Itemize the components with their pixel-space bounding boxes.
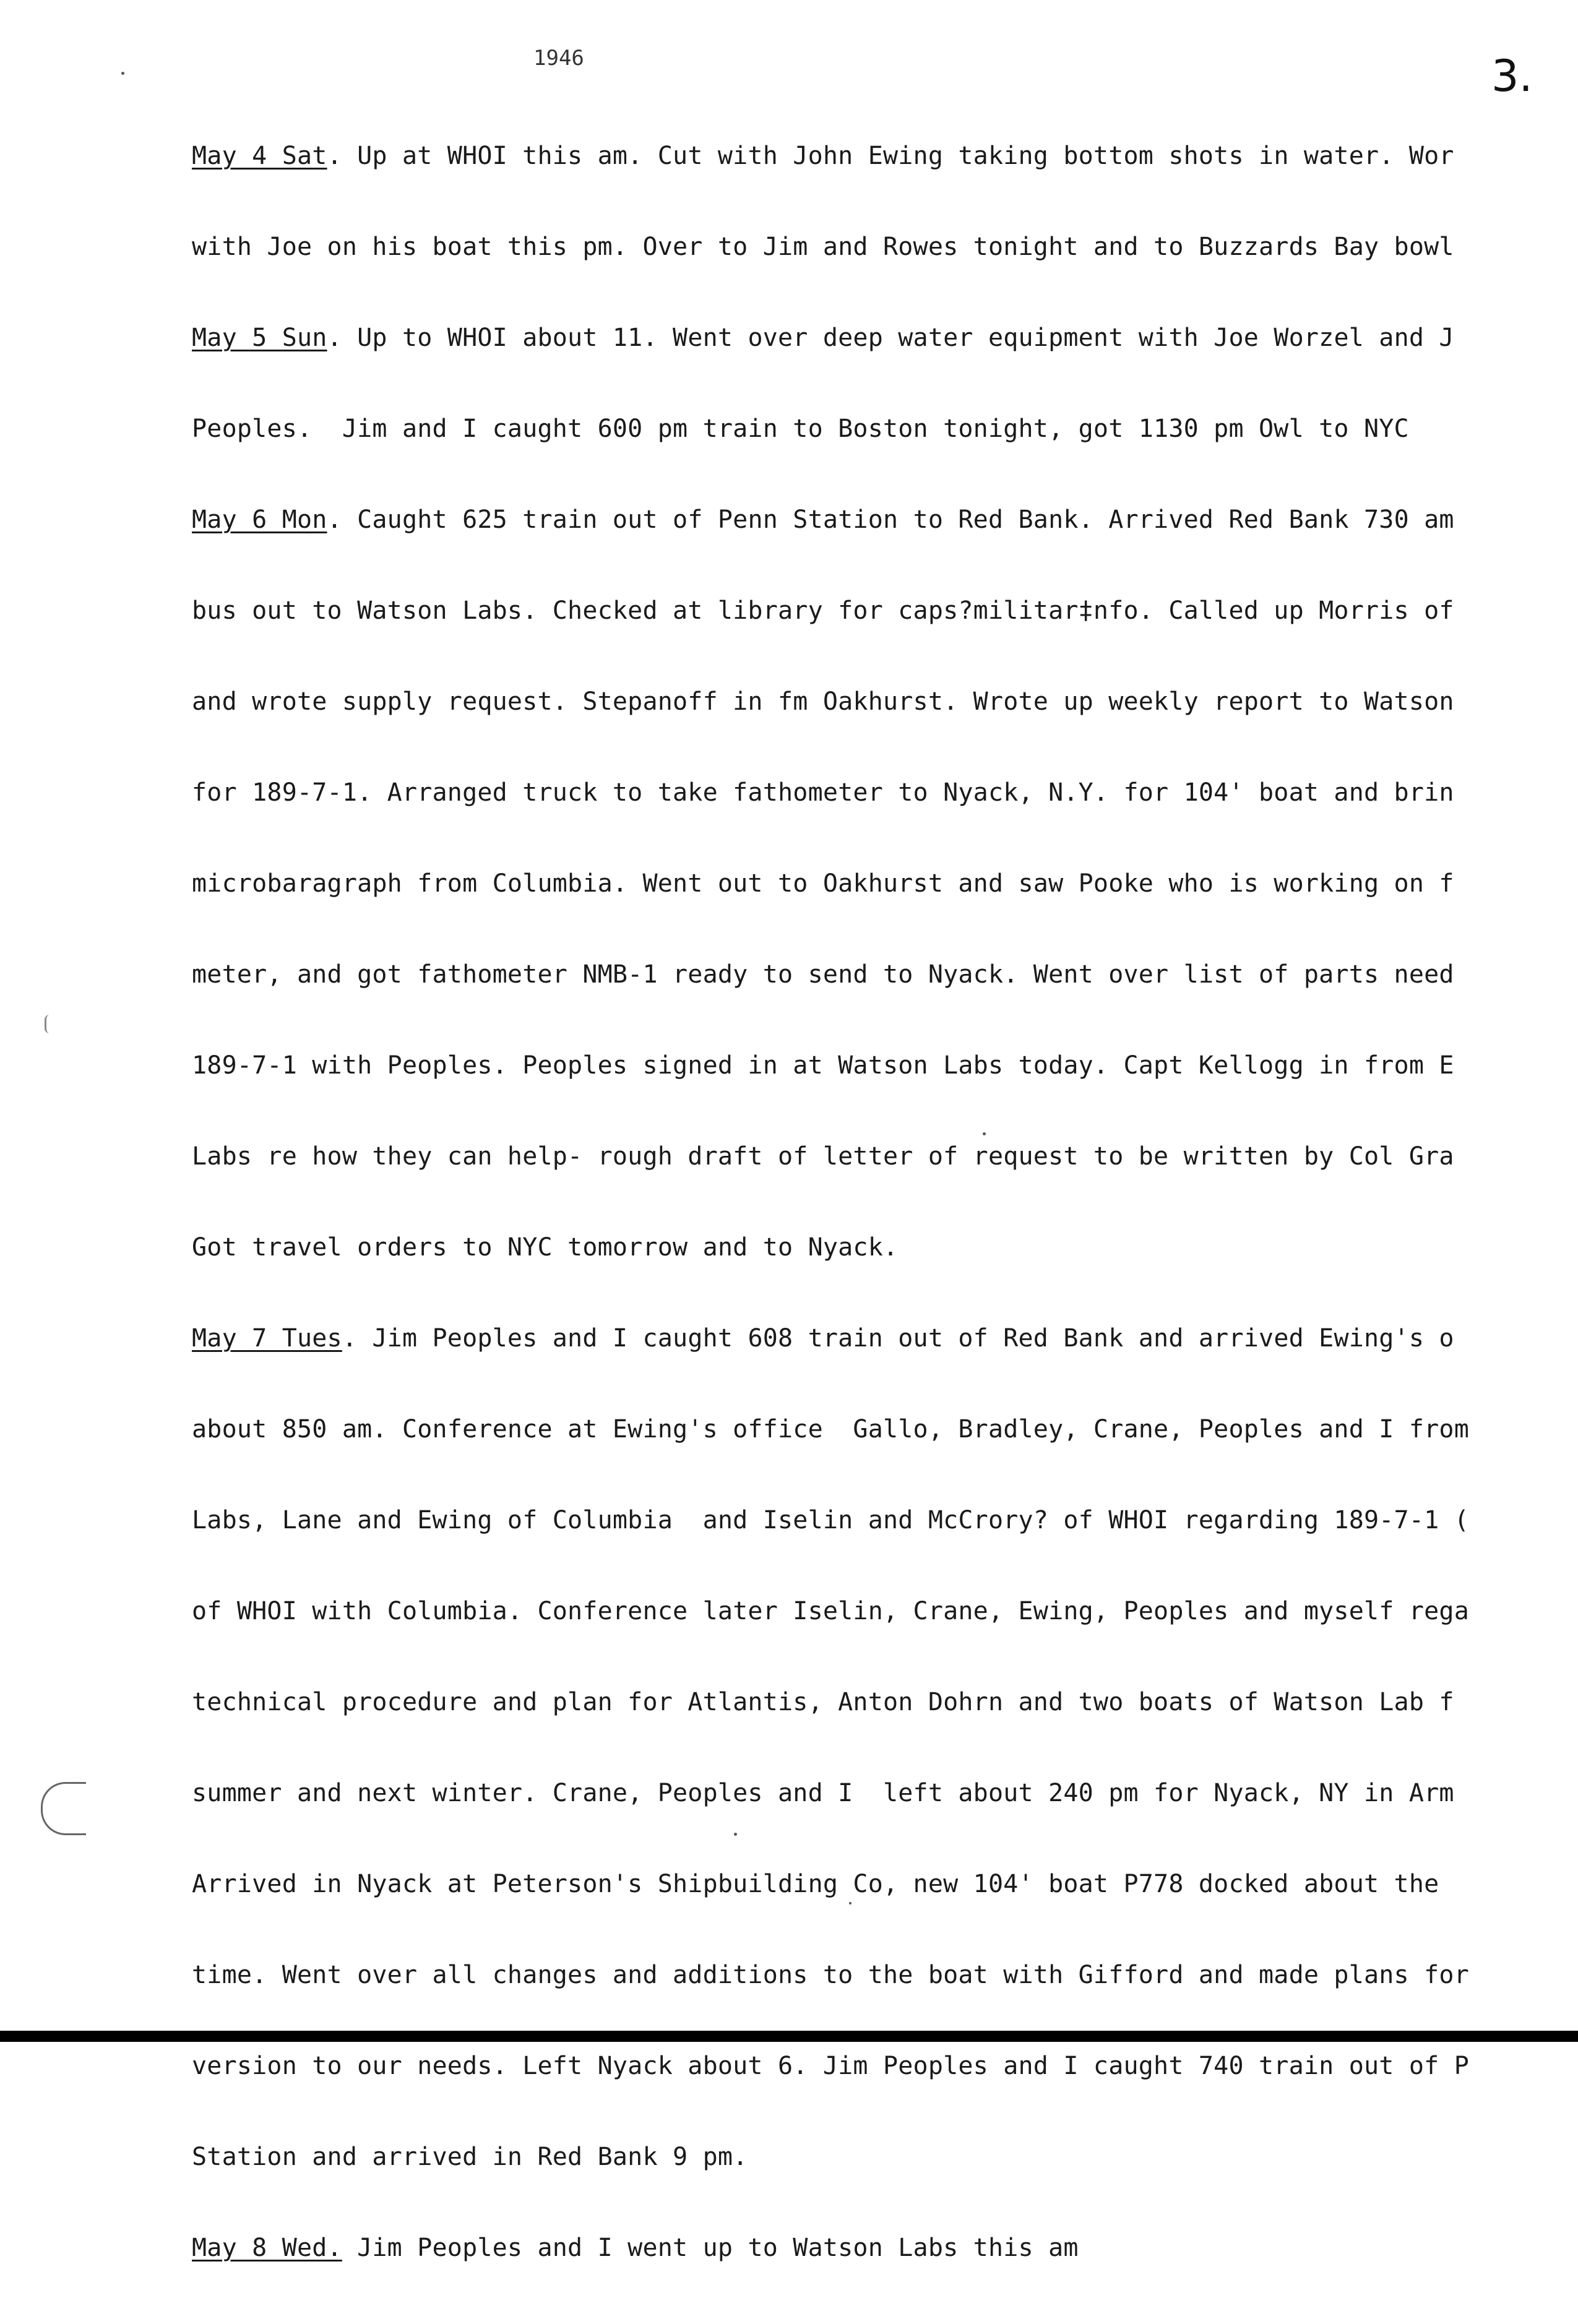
line-text: . Up at WHOI this am. Cut with John Ewing taking bottom shots in water. Wor xyxy=(327,142,1454,170)
line-text: . Jim Peoples and I caught 608 train out of Red Bank and arrived Ewing's o xyxy=(342,1324,1454,1353)
hole-punch-mark xyxy=(41,1782,86,1835)
line-text: bus out to Watson Labs. Checked at library for caps?militar‡nfo. Called up Morris of xyxy=(192,596,1454,625)
line-text: Labs, Lane and Ewing of Columbia and Iselin and McCrory? of WHOI regarding 189-7-1 ( xyxy=(192,1506,1469,1534)
entry-date: May 8 Wed. xyxy=(192,2234,342,2262)
line-text: . Up to WHOI about 11. Went over deep water equipment with Joe Worzel and J xyxy=(327,324,1454,352)
line-text: summer and next winter. Crane, Peoples and I left about 240 pm for Nyack, NY in Arm xyxy=(192,1779,1454,1807)
entry-date: May 5 Sun xyxy=(192,324,327,352)
diary-text xyxy=(192,80,1535,2324)
line-text: and wrote supply request. Stepanoff in fm Oakhurst. Wrote up weekly report to Watson xyxy=(192,687,1454,716)
line-text: Arrived in Nyack at Peterson's Shipbuilding Co, new 104' boat P778 docked about the xyxy=(192,1870,1439,1898)
diary-line xyxy=(192,1505,1535,1536)
line-text: meter, and got fathometer NMB-1 ready to send to Nyack. Went over list of parts need xyxy=(192,960,1454,989)
diary-line xyxy=(192,960,1535,990)
line-text: time. Went over all changes and additions to the boat with Gifford and made plans for xyxy=(192,1961,1469,1989)
diary-line xyxy=(192,1960,1535,1990)
line-text: Jim Peoples and I went up to Watson Labs this am xyxy=(342,2234,1079,2262)
entry-date: May 4 Sat xyxy=(192,142,327,170)
line-text: with Joe on his boat this pm. Over to Jim and Rowes tonight and to Buzzards Bay bowl xyxy=(192,233,1454,261)
line-text: Labs re how they can help- rough draft of letter of request to be written by Col Gra xyxy=(192,1142,1454,1171)
entry-date: May 6 Mon xyxy=(192,506,327,534)
line-text: Got travel orders to NYC tomorrow and to Nyack. xyxy=(192,1233,899,1262)
diary-line xyxy=(192,1233,1535,1263)
diary-line xyxy=(192,869,1535,899)
line-text: 189-7-1 with Peoples. Peoples signed in at Watson Labs today. Capt Kellogg in from E xyxy=(192,1051,1454,1080)
diary-line xyxy=(192,687,1535,717)
scan-speck xyxy=(983,1132,986,1135)
year-heading: 1946 xyxy=(533,46,584,71)
line-text: about 850 am. Conference at Ewing's office Gallo, Bradley, Crane, Peoples and I from xyxy=(192,1415,1469,1444)
diary-line xyxy=(192,2142,1535,2172)
line-text: microbaragraph from Columbia. Went out to Oakhurst and saw Pooke who is working on f xyxy=(192,869,1454,898)
diary-line xyxy=(192,2233,1535,2263)
diary-line xyxy=(192,1051,1535,1081)
diary-line xyxy=(192,778,1535,808)
page-number: 3. xyxy=(1491,51,1533,101)
diary-line xyxy=(192,141,1535,171)
line-text: . Caught 625 train out of Penn Station to Red Bank. Arrived Red Bank 730 am xyxy=(327,506,1454,534)
binding-mark xyxy=(45,1015,50,1033)
diary-line xyxy=(192,1778,1535,1809)
diary-line xyxy=(192,1596,1535,1627)
line-text: version to our needs. Left Nyack about 6. Jim Peoples and I caught 740 train out of P xyxy=(192,2052,1469,2080)
diary-line xyxy=(192,323,1535,353)
diary-line xyxy=(192,1323,1535,1354)
diary-line xyxy=(192,1142,1535,1172)
entry-date: May 7 Tues xyxy=(192,1324,342,1353)
diary-line xyxy=(192,1414,1535,1445)
diary-line xyxy=(192,505,1535,535)
diary-line xyxy=(192,414,1535,444)
diary-line xyxy=(192,596,1535,626)
line-text: Peoples. Jim and I caught 600 pm train to Boston tonight, got 1130 pm Owl to NYC xyxy=(192,415,1409,443)
diary-line xyxy=(192,232,1535,262)
diary-line xyxy=(192,1687,1535,1718)
line-text: technical procedure and plan for Atlantis, Anton Dohrn and two boats of Watson Lab f xyxy=(192,1688,1454,1716)
scan-speck xyxy=(734,1833,737,1836)
scan-edge xyxy=(0,2031,1578,2042)
diary-line xyxy=(192,2051,1535,2081)
line-text: for 189-7-1. Arranged truck to take fathometer to Nyack, N.Y. for 104' boat and brin xyxy=(192,778,1454,807)
scan-speck xyxy=(121,72,124,75)
line-text: Station and arrived in Red Bank 9 pm. xyxy=(192,2143,748,2171)
line-text: of WHOI with Columbia. Conference later Iselin, Crane, Ewing, Peoples and myself rega xyxy=(192,1597,1469,1625)
diary-line xyxy=(192,1869,1535,1900)
scan-speck xyxy=(849,1902,852,1904)
